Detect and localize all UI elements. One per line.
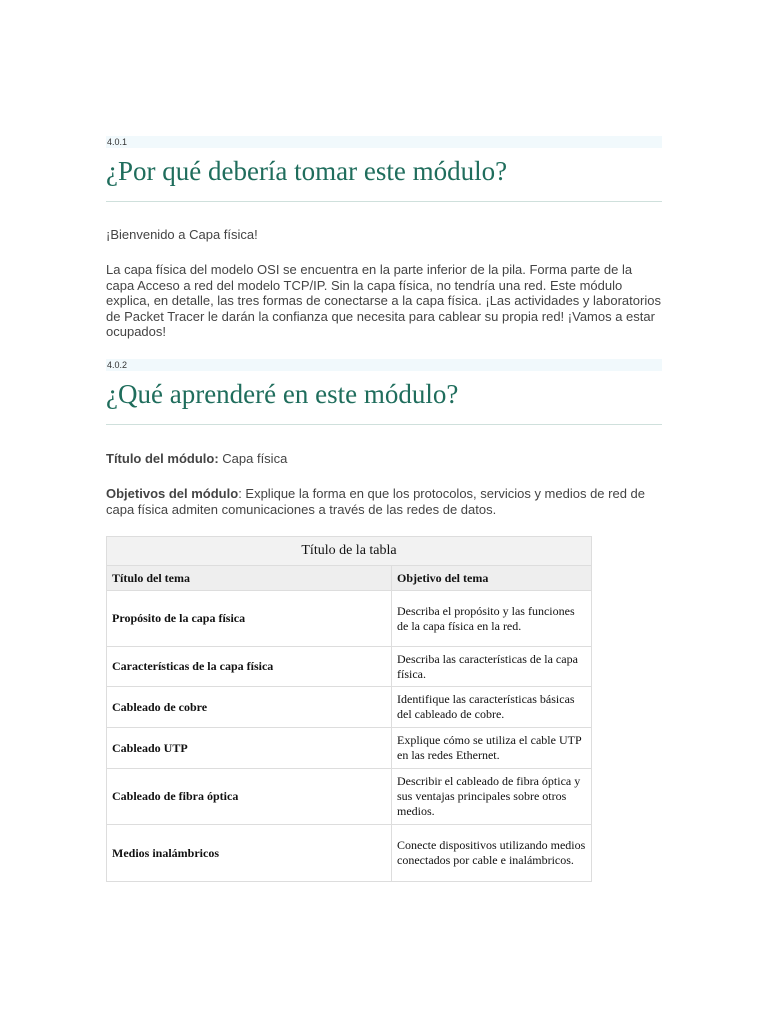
table-row xyxy=(107,825,592,882)
row-objective: Conecte dispositivos utilizando medios conectados por cable e inalámbricos. xyxy=(392,825,592,882)
row-objective: Describir el cableado de fibra óptica y sus ventajas principales sobre otros medios. xyxy=(392,769,592,825)
row-objective: Explique cómo se utiliza el cable UTP en las redes Ethernet. xyxy=(392,728,592,769)
table-row xyxy=(107,728,592,769)
topics-table xyxy=(106,536,592,882)
table-row xyxy=(107,647,592,687)
table-caption-row xyxy=(107,537,592,566)
section-4-0-2 xyxy=(106,359,662,425)
module-title-line xyxy=(106,451,662,467)
intro-paragraph: La capa física del modelo OSI se encuentra en la parte inferior de la pila. Forma parte de la capa Acceso a red del modelo TCP/IP. Sin la capa física, no tendría una red. Este módulo explica, en detalle, las tres formas de conectarse a la capa física. ¡Las actividades y laboratorios de Packet Tracer le darán la confianza que necesita para cablear su propia red! ¡Vamos a estar ocupados! xyxy=(106,262,661,339)
table-row xyxy=(107,769,592,825)
table-row xyxy=(107,687,592,728)
row-objective: Describa el propósito y las funciones de la capa física en la red. xyxy=(392,591,592,647)
header-topic: Título del tema xyxy=(107,566,392,591)
row-topic: Cableado de cobre xyxy=(107,687,392,728)
header-objective: Objetivo del tema xyxy=(392,566,592,591)
section-number: 4.0.1 xyxy=(106,136,662,148)
divider xyxy=(106,201,662,202)
objectives-value: : Explique la forma en que los protocolos, servicios y medios de red de capa física admiten comunicaciones a través de las redes de datos. xyxy=(106,486,646,517)
row-objective: Identifique las características básicas del cableado de cobre. xyxy=(392,687,592,728)
divider xyxy=(106,424,662,425)
section-title: ¿Qué aprenderé en este módulo? xyxy=(106,379,459,409)
module-objectives-line xyxy=(106,486,662,517)
row-topic: Cableado de fibra óptica xyxy=(107,769,392,825)
row-objective: Describa las características de la capa física. xyxy=(392,647,592,687)
table-caption: Título de la tabla xyxy=(107,537,592,566)
table-header-row xyxy=(107,566,592,591)
section-title: ¿Por qué debería tomar este módulo? xyxy=(106,156,508,186)
section-number: 4.0.2 xyxy=(106,359,662,371)
objectives-label: Objetivos del módulo xyxy=(106,486,239,501)
table-row xyxy=(107,591,592,647)
row-topic: Propósito de la capa física xyxy=(107,591,392,647)
row-topic: Características de la capa física xyxy=(107,647,392,687)
section-4-0-1 xyxy=(106,136,662,202)
module-title-value: Capa física xyxy=(218,451,288,466)
module-title-label: Título del módulo: xyxy=(106,451,219,466)
row-topic: Medios inalámbricos xyxy=(107,825,392,882)
row-topic: Cableado UTP xyxy=(107,728,392,769)
welcome-text: ¡Bienvenido a Capa física! xyxy=(106,227,258,242)
